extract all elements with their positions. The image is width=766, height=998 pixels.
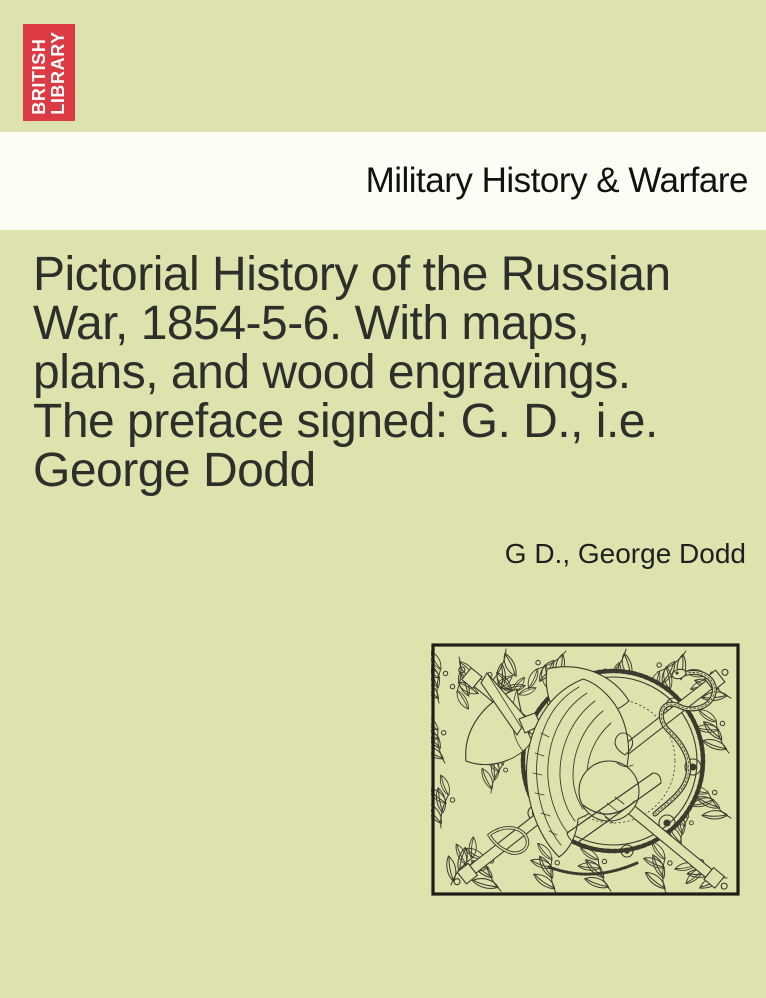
logo-line-british: BRITISH	[29, 38, 49, 115]
book-title	[33, 250, 753, 495]
title-line-4: The preface signed: G. D., i.e.	[33, 395, 658, 448]
title-line-3: plans, and wood engravings.	[33, 346, 631, 399]
author-line: G D., George Dodd	[504, 538, 746, 569]
category-label: Military History & Warfare	[365, 161, 748, 200]
logo-line-library: LIBRARY	[48, 30, 68, 115]
category-band	[0, 132, 766, 230]
british-library-logo-text	[30, 31, 68, 115]
military-trophy-engraving	[431, 643, 740, 896]
british-library-logo	[23, 24, 75, 121]
title-line-2: War, 1854-5-6. With maps,	[33, 297, 590, 350]
title-line-5: George Dodd	[33, 444, 316, 497]
title-line-1: Pictorial History of the Russian	[33, 248, 671, 301]
